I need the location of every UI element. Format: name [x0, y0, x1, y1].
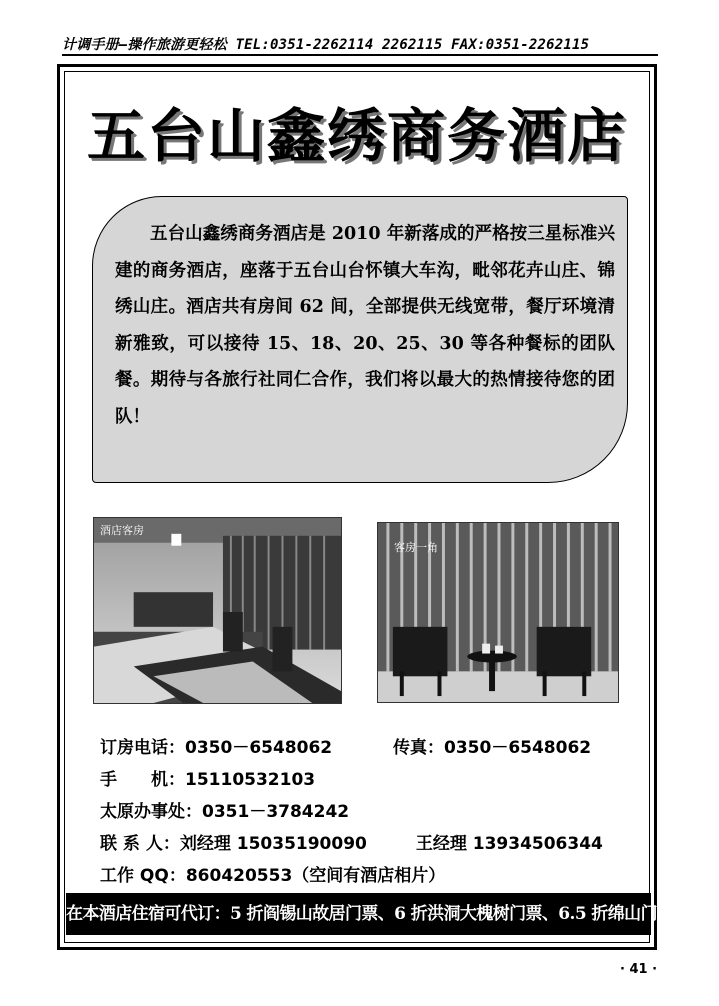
promo-banner: 在本酒店住宿可代订：5 折阎锡山故居门票、6 折洪洞大槐树门票、6.5 折绵山门票！: [66, 893, 651, 935]
booking-phone: 0350－6548062: [185, 738, 333, 758]
page-number: · 41 ·: [620, 962, 658, 977]
contact-line: [100, 829, 603, 854]
mobile-line: [100, 765, 315, 790]
intro-text: 五台山鑫绣商务酒店是 2010 年新落成的严格按三星标准兴建的商务酒店，座落于五台山台怀镇大车沟，毗邻花卉山庄、锦绣山庄。酒店共有房间 62 间，全部提供无线宽带，餐厅环境清新雅致，可以接待 15、18、20、25、30 等各种餐标的团队餐。期待与各旅行社同仁合作，我们将以最大的热情接待您的团队！: [115, 224, 615, 427]
qq-number: 860420553（空间有酒店相片）: [185, 866, 446, 886]
contact-person-2: 王经理 13934506344: [415, 834, 603, 854]
left-photo-caption: 酒店客房: [100, 524, 144, 537]
right-photo-caption: 客房一角: [394, 541, 438, 554]
taiyuan-number: 0351－3784242: [202, 802, 350, 822]
taiyuan-label: 太原办事处：: [100, 802, 202, 822]
header-rule: [62, 54, 658, 56]
contact-person-1: 刘经理 15035190090: [179, 834, 367, 854]
room-corner-photo: [377, 522, 619, 703]
booking-line: [100, 733, 591, 758]
taiyuan-line: [100, 797, 349, 822]
page-header: 计调手册—操作旅游更轻松 TEL:0351-2262114 2262115 FAX:0351-2262115: [62, 37, 590, 53]
hotel-room-photo: [93, 517, 342, 704]
fax-number: 0350－6548062: [444, 738, 592, 758]
mobile-label: 手 机：: [100, 770, 185, 790]
booking-label: 订房电话：: [100, 738, 185, 758]
qq-line: [100, 861, 445, 886]
contact-label: 联 系 人：: [100, 834, 180, 854]
fax-label: 传真：: [393, 738, 444, 758]
mobile-number: 15110532103: [185, 770, 316, 790]
hotel-title: 五台山鑫绣商务酒店: [86, 102, 627, 170]
qq-label: 工作 QQ：: [100, 866, 186, 886]
